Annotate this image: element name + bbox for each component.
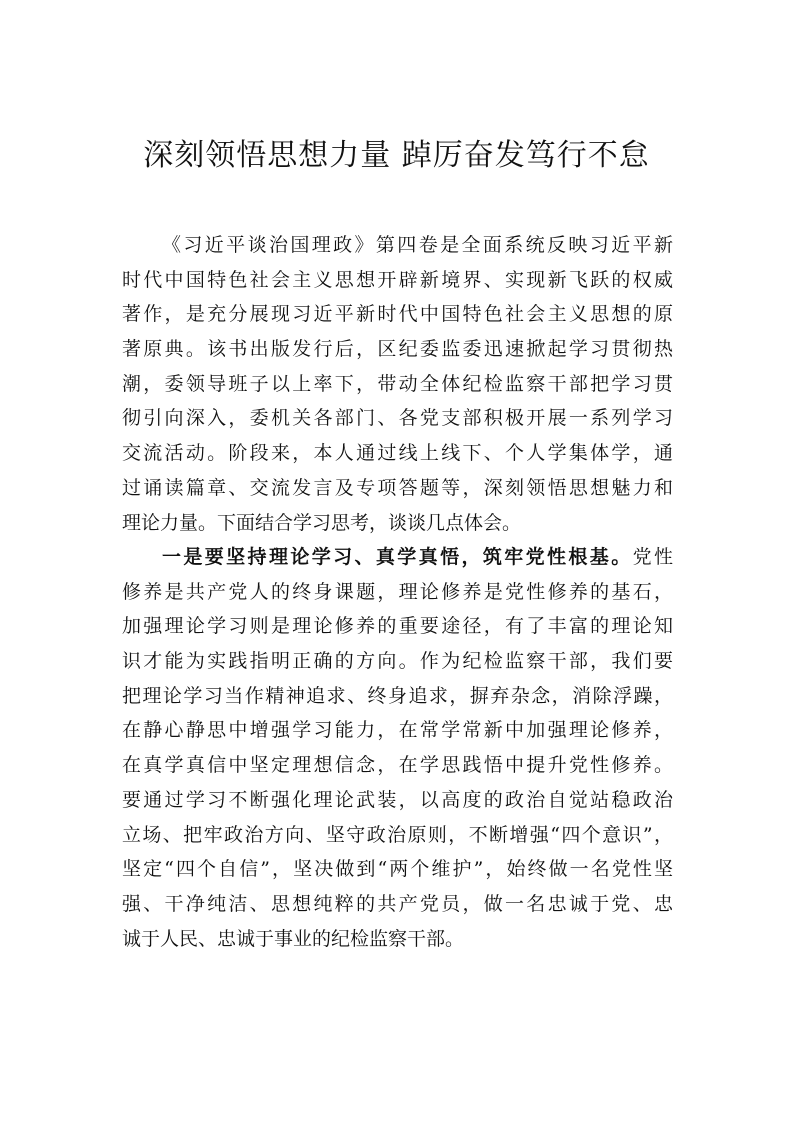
text-line: 坚定“四个自信”，坚决做到“两个维护”，始终做一名党性坚 (122, 858, 673, 881)
document-title: 深刻领悟思想力量 踔厉奋发笃行不怠 (143, 138, 650, 173)
text-line: 著原典。该书出版发行后，区纪委监委迅速掀起学习贯彻热 (122, 338, 673, 361)
text-line: 在静心静思中增强学习能力，在常学常新中加强理论修养， (122, 719, 673, 742)
paragraph-intro (122, 228, 673, 540)
text-line: 要通过学习不断强化理论武装，以高度的政治自觉站稳政治 (122, 788, 673, 811)
text-line: 潮，委领导班子以上率下，带动全体纪检监察干部把学习贯 (122, 372, 673, 395)
text-line: 《习近平谈治国理政》第四卷是全面系统反映习近平新 (162, 234, 673, 256)
section-heading: 一是要坚持理论学习、真学真悟，筑牢党性根基。 (162, 546, 633, 568)
text-line: 过诵读篇章、交流发言及专项答题等，深刻领悟思想魅力和 (122, 476, 673, 499)
text-line: 加强理论学习则是理论修养的重要途径，有了丰富的理论知 (122, 615, 673, 638)
text-line: 强、干净纯洁、思想纯粹的共产党员，做一名忠诚于党、忠 (122, 892, 673, 915)
text-line: 时代中国特色社会主义思想开辟新境界、实现新飞跃的权威 (122, 268, 673, 291)
text-line: 把理论学习当作精神追求、终身追求，摒弃杂念，消除浮躁， (122, 684, 673, 707)
text-line: 诚于人民、忠诚于事业的纪检监察干部。 (122, 927, 465, 950)
text-line: 理论力量。下面结合学习思考，谈谈几点体会。 (122, 511, 522, 534)
text-line (122, 540, 673, 575)
text-line: 修养是共产党人的终身课题，理论修养是党性修养的基石， (122, 580, 673, 603)
paragraph-point-one (122, 540, 673, 956)
text-line: 著作，是充分展现习近平新时代中国特色社会主义思想的原 (122, 303, 673, 326)
text-line: 在真学真信中坚定理想信念，在学思践悟中提升党性修养。 (122, 754, 673, 777)
text-line: 彻引向深入，委机关各部门、各党支部积极开展一系列学习 (122, 407, 673, 430)
text-run: 党性 (632, 546, 673, 568)
text-line: 立场、把牢政治方向、坚守政治原则，不断增强“四个意识”， (122, 823, 673, 846)
text-line: 交流活动。阶段来，本人通过线上线下、个人学集体学，通 (122, 442, 673, 465)
text-line: 识才能为实践指明正确的方向。作为纪检监察干部，我们要 (122, 650, 673, 673)
